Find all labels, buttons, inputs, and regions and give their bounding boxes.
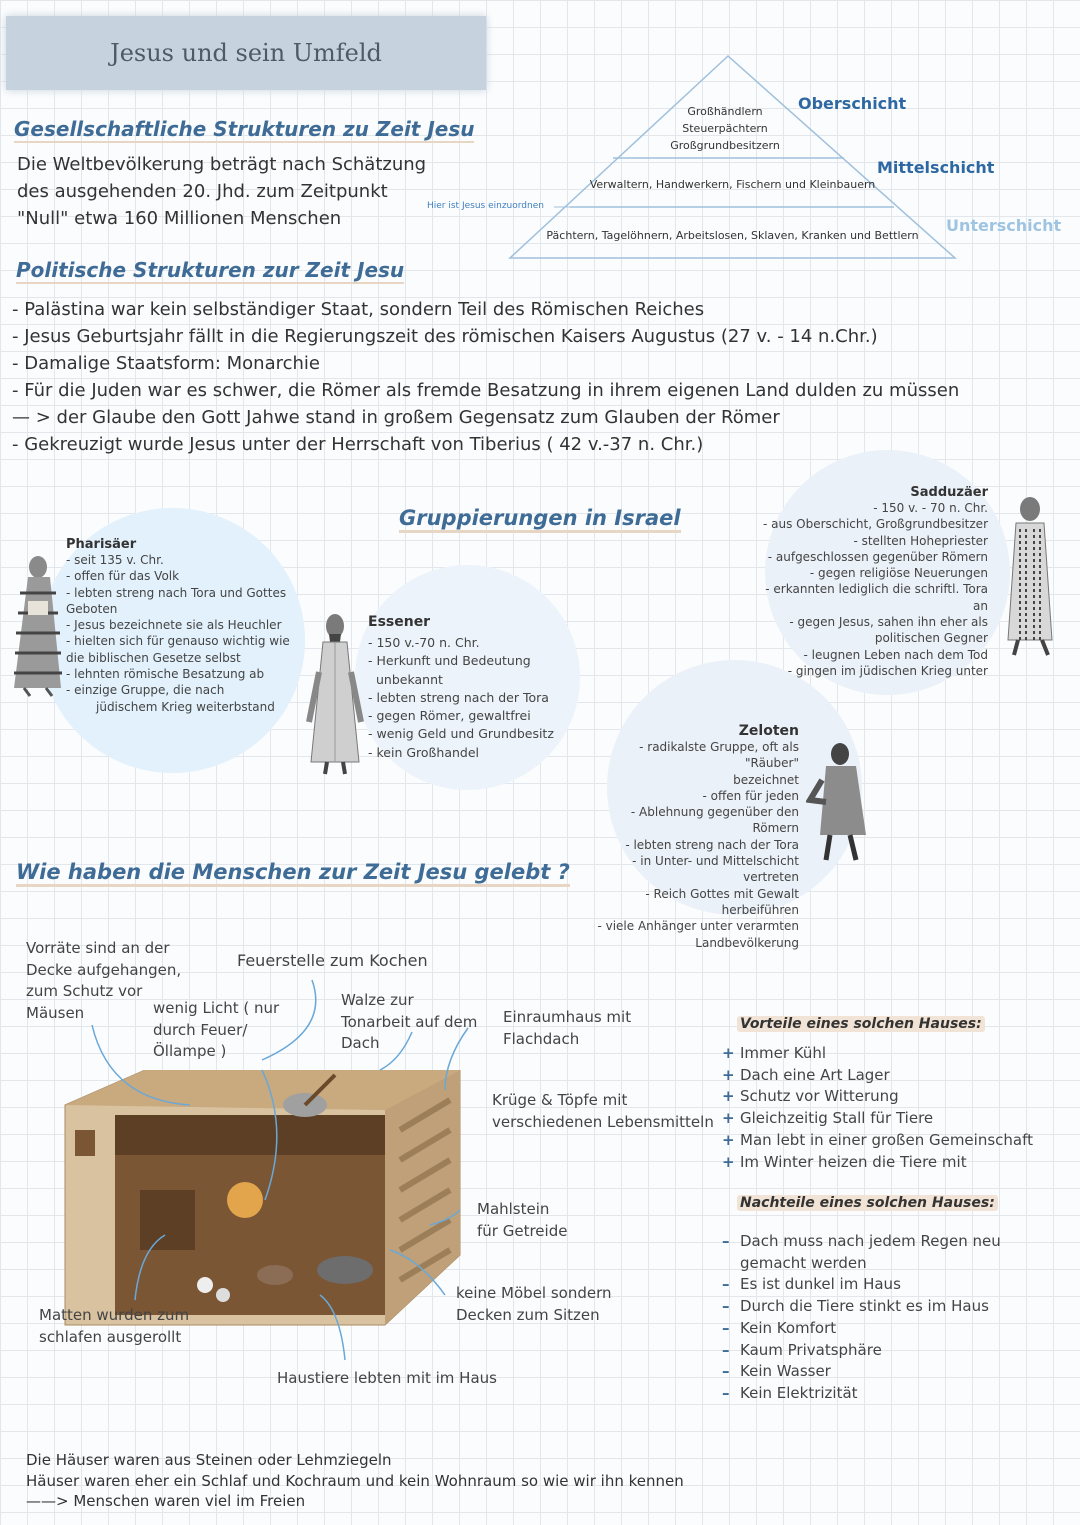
annotation-mahlstein <box>477 1199 567 1242</box>
plus-icon: + <box>722 1130 735 1149</box>
pyramid-top-line: Großhändlern <box>687 105 763 118</box>
list-item <box>722 1152 1062 1174</box>
essener-block <box>368 614 568 762</box>
list-item <box>722 1383 1062 1405</box>
list-item: - Jesus bezeichnete sie als Heuchler <box>66 618 282 633</box>
list-item: - viele Anhänger unter verarmten <box>597 919 799 934</box>
annotation-line: für Getreide <box>477 1221 568 1240</box>
list-item: - gegen Römer, gewaltfrei <box>368 708 531 724</box>
list-item: - 150 v. - 70 n. Chr. <box>873 501 988 515</box>
pros-item-text: Dach eine Art Lager <box>740 1065 890 1084</box>
list-item <box>722 1340 1062 1362</box>
zeloten-name: Zeloten <box>738 723 799 739</box>
list-item: - gegen religiöse Neuerungen <box>809 566 988 581</box>
pros-item-text: Im Winter heizen die Tiere mit <box>740 1152 967 1171</box>
list-item: herbeiführen <box>721 902 799 917</box>
plus-icon: + <box>722 1087 735 1106</box>
jesus-note: Hier ist Jesus einzuordnen <box>427 201 544 211</box>
annotation-line: schlafen ausgerollt <box>39 1327 182 1346</box>
label-mittelschicht: Mittelschicht <box>877 158 995 177</box>
list-item <box>722 1130 1062 1152</box>
essener-list <box>368 634 568 762</box>
bottom-notes <box>26 1450 684 1512</box>
list-item <box>722 1318 1062 1340</box>
list-item: - radikalste Gruppe, oft als "Räuber" <box>639 740 799 771</box>
bottom-line: ——> Menschen waren viel im Freien <box>26 1492 306 1510</box>
annotation-line: Walze zur <box>341 991 414 1009</box>
pharisaer-figure <box>6 553 66 698</box>
zeloten-block <box>590 723 799 951</box>
annotation-walze <box>341 990 477 1055</box>
essener-name: Essener <box>368 614 431 630</box>
annotation-line: keine Möbel sondern <box>456 1284 612 1302</box>
cons-item-text: Kein Komfort <box>740 1318 837 1337</box>
list-item: Landbevölkerung <box>695 935 799 950</box>
political-line: - Gekreuzigt wurde Jesus unter der Herrschaft von Tiberius ( 42 v.-37 n. Chr.) <box>12 434 704 455</box>
pros-heading: Vorteile eines solchen Hauses: <box>737 1016 985 1032</box>
pyramid-bottom-text: Pächtern, Tagelöhnern, Arbeitslosen, Sklaven, Kranken und Bettlern <box>546 229 919 242</box>
annotation-line: Flachdach <box>503 1029 580 1048</box>
pyramid-middle-text: Verwaltern, Handwerkern, Fischern und Kleinbauern <box>589 178 876 191</box>
annotation-line: Matten wurden zum <box>39 1306 190 1324</box>
list-item: - offen für jeden <box>702 788 799 803</box>
political-line: - Für die Juden war es schwer, die Römer als fremde Besatzung in ihrem eigenen Land dulden zu müssen <box>12 380 960 401</box>
bottom-line: Häuser waren eher ein Schlaf und Kochraum und kein Wohnraum so wie wir ihn kennen <box>26 1471 684 1490</box>
cons-item-text: Kein Wasser <box>740 1362 831 1381</box>
list-item <box>722 1086 1062 1108</box>
cons-item-text: Durch die Tiere stinkt es im Haus <box>740 1297 989 1316</box>
list-item: - gegen Jesus, sahen ihn eher als <box>789 615 988 630</box>
minus-icon: – <box>722 1318 730 1337</box>
sadduzaer-list <box>760 500 988 679</box>
list-item: - einzige Gruppe, die nach <box>66 683 225 698</box>
annotation-line: Dach <box>341 1034 380 1052</box>
political-heading: Politische Strukturen zur Zeit Jesu <box>16 258 405 282</box>
annotation-feuerstelle: Feuerstelle zum Kochen <box>237 951 428 970</box>
essener-figure <box>305 612 365 777</box>
list-item: - aus Oberschicht, Großgrundbesitzer <box>762 517 988 532</box>
annotation-line: Decke aufgehangen, <box>26 960 182 979</box>
cons-heading: Nachteile eines solchen Hauses: <box>737 1195 998 1211</box>
sadduzaer-block <box>760 485 988 679</box>
list-item: - lebten streng nach Tora und Gottes Geboten <box>66 585 287 616</box>
zeloten-figure <box>806 740 872 865</box>
pyramid-top-line: Steuerpächtern <box>682 122 768 135</box>
sadduzaer-figure <box>1000 495 1062 660</box>
zeloten-list <box>590 739 799 951</box>
list-item <box>722 1274 1062 1296</box>
cons-item-text: Es ist dunkel im Haus <box>740 1275 901 1294</box>
annotation-line: Tonarbeit auf dem <box>341 1012 478 1031</box>
minus-icon: – <box>722 1232 730 1250</box>
pyramid-outline <box>510 56 955 258</box>
list-item <box>722 1296 1062 1318</box>
annotation-line: durch Feuer/ <box>153 1020 248 1039</box>
minus-icon: – <box>722 1275 730 1294</box>
list-item: - lebten streng nach der Tora <box>625 837 799 852</box>
sadduzaer-name: Sadduzäer <box>910 485 988 500</box>
cons-item-text: Kein Elektrizität <box>740 1383 858 1402</box>
annotation-line: verschiedenen Lebensmitteln <box>492 1112 714 1131</box>
list-item: - offen für das Volk <box>66 569 180 584</box>
list-item: - stellten Hohepriester <box>853 533 988 548</box>
list-item <box>722 1065 1062 1087</box>
list-item: jüdischem Krieg weiterbstand <box>96 699 275 714</box>
minus-icon: – <box>722 1340 730 1359</box>
pros-item-text: Gleichzeitig Stall für Tiere <box>740 1109 934 1128</box>
list-item: - aufgeschlossen gegenüber Römern <box>767 549 988 564</box>
cons-heading-wrap <box>737 1192 998 1211</box>
bottom-line: Die Häuser waren aus Steinen oder Lehmziegeln <box>26 1451 392 1469</box>
plus-icon: + <box>722 1044 735 1062</box>
annotation-line: wenig Licht ( nur <box>153 999 280 1017</box>
annotation-line: Einraumhaus mit <box>503 1008 632 1026</box>
pros-item-text: Schutz vor Witterung <box>740 1087 899 1106</box>
social-line: des ausgehenden 20. Jhd. zum Zeitpunkt <box>17 181 388 202</box>
list-item: - in Unter- und Mittelschicht vertreten <box>632 854 799 885</box>
political-list <box>12 296 959 458</box>
list-item: bezeichnet <box>733 772 799 787</box>
pros-item-text: Man lebt in einer großen Gemeinschaft <box>740 1130 1033 1149</box>
cons-item-text: Dach muss nach jedem Regen neu gemacht werden <box>740 1232 1001 1272</box>
annotation-line: Decken zum Sitzen <box>456 1305 600 1324</box>
cons-list <box>722 1231 1062 1405</box>
minus-icon: – <box>722 1297 730 1316</box>
list-item <box>722 1231 1062 1274</box>
list-item: - lebten streng nach der Tora <box>368 689 549 705</box>
pharisaer-name: Pharisäer <box>66 537 137 552</box>
label-unterschicht: Unterschicht <box>946 216 1062 235</box>
groups-heading: Gruppierungen in Israel <box>399 506 681 533</box>
annotation-moebel <box>456 1283 612 1326</box>
annotation-line: Mahlstein <box>477 1200 550 1218</box>
pharisaer-block <box>66 537 291 715</box>
plus-icon: + <box>722 1065 735 1084</box>
pharisaer-list <box>66 552 291 715</box>
annotation-line: Öllampe ) <box>153 1042 227 1060</box>
annotation-kruege <box>492 1090 714 1133</box>
plus-icon: + <box>722 1152 735 1171</box>
list-item: unbekannt <box>376 671 443 687</box>
living-heading: Wie haben die Menschen zur Zeit Jesu gelebt ? <box>16 860 570 887</box>
list-item: - wenig Geld und Grundbesitz <box>368 726 554 742</box>
plus-icon: + <box>722 1109 735 1128</box>
annotation-haustiere: Haustiere lebten mit im Haus <box>277 1369 497 1387</box>
list-item: politischen Gegner <box>874 631 988 646</box>
list-item: - kein Großhandel <box>368 744 480 760</box>
list-item: - Ablehnung gegenüber den Römern <box>630 805 799 836</box>
list-item <box>722 1043 1062 1065</box>
list-item: - lehnten römische Besatzung ab <box>66 667 265 682</box>
list-item <box>722 1108 1062 1130</box>
cons-item-text: Kaum Privatsphäre <box>740 1340 882 1359</box>
list-item: - erkannten lediglich die schriftl. Tora an <box>765 582 988 613</box>
political-line: — > der Glaube den Gott Jahwe stand in großem Gegensatz zum Glauben der Römer <box>12 407 780 428</box>
minus-icon: – <box>722 1383 730 1402</box>
political-line: - Palästina war kein selbständiger Staat, sondern Teil des Römischen Reiches <box>12 299 705 320</box>
list-item: - Reich Gottes mit Gewalt <box>645 886 799 901</box>
pyramid-top-line: Großgrundbesitzern <box>670 139 780 152</box>
list-item <box>722 1361 1062 1383</box>
list-item: - seit 135 v. Chr. <box>66 553 164 567</box>
annotation-matten <box>39 1305 189 1348</box>
political-line: - Damalige Staatsform: Monarchie <box>12 353 320 374</box>
list-item: - 150 v.-70 n. Chr. <box>368 635 480 650</box>
pros-list <box>722 1043 1062 1173</box>
list-item: - Herkunft und Bedeutung <box>368 653 531 669</box>
label-oberschicht: Oberschicht <box>798 94 907 113</box>
annotation-licht <box>153 998 279 1063</box>
political-line: - Jesus Geburtsjahr fällt in die Regierungszeit des römischen Kaisers Augustus (27 v. - 14 n.Chr.) <box>12 326 878 347</box>
title-banner <box>6 16 486 90</box>
annotation-line: Vorräte sind an der <box>26 939 170 957</box>
minus-icon: – <box>722 1362 730 1381</box>
annotation-line: Mäusen <box>26 1003 85 1022</box>
annotation-line: zum Schutz vor <box>26 982 143 1000</box>
pyramid-top-text <box>640 103 810 154</box>
list-item: - hielten sich für genauso wichtig wie die biblischen Gesetze selbst <box>66 634 290 665</box>
list-item: - leugnen Leben nach dem Tod <box>803 647 988 662</box>
social-text <box>17 151 426 232</box>
social-line: "Null" etwa 160 Millionen Menschen <box>17 208 342 229</box>
page-title: Jesus und sein Umfeld <box>110 39 382 67</box>
social-line: Die Weltbevölkerung beträgt nach Schätzung <box>17 154 427 175</box>
pros-heading-wrap <box>737 1013 985 1032</box>
annotation-line: Krüge & Töpfe mit <box>492 1091 628 1109</box>
social-heading: Gesellschaftliche Strukturen zu Zeit Jesu <box>14 117 475 141</box>
list-item: - gingen im jüdischen Krieg unter <box>787 663 988 678</box>
annotation-einraum <box>503 1007 631 1050</box>
pros-item-text: Immer Kühl <box>740 1044 827 1062</box>
